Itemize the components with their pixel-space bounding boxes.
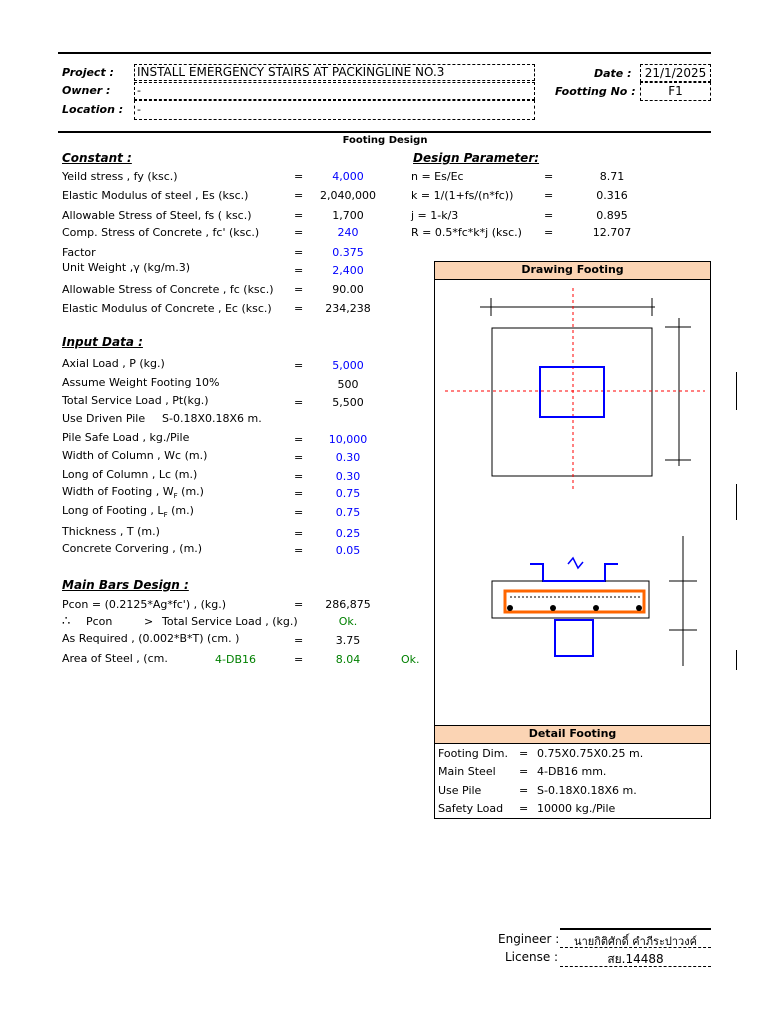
- input-label-text: Long of Column , Lc (m.): [62, 468, 198, 481]
- constant-label: Elastic Modulus of Concrete , Ec (ksc.): [62, 302, 272, 315]
- page-title: Footing Design: [342, 135, 428, 146]
- detail-label: Main Steel: [438, 765, 496, 778]
- constant-value: 90.00: [332, 283, 364, 296]
- input-eq: =: [294, 544, 304, 557]
- edge-mark: [736, 372, 737, 410]
- compare-operator: >: [144, 615, 154, 628]
- input-label-sub: F: [173, 492, 178, 501]
- compare-left: Pcon: [86, 615, 113, 628]
- date-value: 21/1/2025: [644, 66, 707, 80]
- header-bottom-rule: [58, 131, 711, 133]
- rebar-dot: [636, 605, 642, 611]
- input-label-suffix: (m.): [177, 485, 204, 498]
- input-label-text: Total Service Load , Pt(kg.): [62, 394, 209, 407]
- date-field[interactable]: [640, 64, 711, 82]
- as-required-eq: =: [294, 634, 304, 647]
- detail-label: Safety Load: [438, 802, 504, 815]
- constant-value: 234,238: [325, 302, 371, 315]
- constant-eq: =: [294, 226, 304, 239]
- constant-value: 2,400: [332, 264, 364, 277]
- input-label-suffix: (m.): [167, 504, 194, 517]
- design-parameter-eq: =: [544, 226, 554, 239]
- detail-value: 4-DB16 mm.: [537, 765, 607, 778]
- area-result: Ok.: [401, 653, 420, 666]
- pcon-label: Pcon = (0.2125*Ag*fc') , (kg.): [62, 598, 227, 611]
- area-eq: =: [294, 653, 304, 666]
- pile-section: [555, 620, 593, 656]
- input-value: 10,000: [328, 433, 368, 446]
- design-parameter-label: R = 0.5*fc*k*j (ksc.): [411, 226, 522, 239]
- input-eq: =: [294, 506, 304, 519]
- input-label-text: Width of Footing , W: [62, 485, 174, 498]
- input-label: [62, 504, 194, 519]
- footing-outline: [492, 328, 652, 476]
- constant-label: Factor: [62, 246, 96, 259]
- project-field[interactable]: [134, 64, 535, 81]
- detail-panel-title: Detail Footing: [435, 726, 710, 744]
- input-label-sub: F: [163, 511, 168, 520]
- input-value: 5,000: [332, 359, 364, 372]
- owner-value: -: [137, 84, 141, 97]
- detail-panel: [434, 725, 711, 819]
- constant-value: 240: [337, 226, 359, 239]
- column-plan: [540, 367, 604, 417]
- input-value: 5,500: [332, 396, 364, 409]
- location-value: -: [137, 103, 141, 116]
- constant-value: 4,000: [332, 170, 364, 183]
- input-label: [62, 449, 207, 462]
- input-value: S-0.18X0.18X6 m.: [162, 412, 262, 425]
- rebar-dot: [593, 605, 599, 611]
- constant-eq: =: [294, 264, 304, 277]
- constant-label: Unit Weight ,γ (kg/m.3): [62, 261, 191, 274]
- design-parameter-value: 0.895: [596, 209, 628, 222]
- engineer-value: นายกิติศักดิ์ คำภีระปาวงค์: [574, 935, 697, 948]
- as-required-label: As Required , (0.002*B*T) (cm. ): [62, 632, 240, 645]
- license-field: [560, 947, 711, 967]
- drawing-panel-title: Drawing Footing: [435, 262, 710, 280]
- constant-eq: =: [294, 302, 304, 315]
- detail-label: Use Pile: [438, 784, 482, 797]
- date-label: Date :: [594, 67, 632, 80]
- input-label-text: Pile Safe Load , kg./Pile: [62, 431, 190, 444]
- edge-mark: [736, 650, 737, 670]
- rebar-dot: [550, 605, 556, 611]
- input-value: 500: [337, 378, 359, 391]
- footing-no-field[interactable]: [640, 82, 711, 101]
- design-parameter-eq: =: [544, 189, 554, 202]
- input-value: 0.75: [335, 506, 361, 519]
- location-label: Location :: [62, 103, 124, 116]
- main-bars-heading: Main Bars Design :: [62, 578, 189, 592]
- input-label: [62, 468, 197, 481]
- constant-heading: Constant :: [62, 151, 132, 165]
- input-label: [62, 542, 202, 555]
- edge-mark: [736, 484, 737, 520]
- input-eq: =: [294, 359, 304, 372]
- constant-value: 2,040,000: [320, 189, 376, 202]
- input-eq: =: [294, 451, 304, 464]
- design-parameter-label: j = 1-k/3: [411, 209, 459, 222]
- input-label-text: Assume Weight Footing 10%: [62, 376, 220, 389]
- project-value: INSTALL EMERGENCY STAIRS AT PACKINGLINE NO.3: [137, 65, 445, 79]
- constant-value: 0.375: [332, 246, 364, 259]
- project-label: Project :: [62, 66, 114, 79]
- input-eq: =: [294, 487, 304, 500]
- constant-label: Elastic Modulus of steel , Es (ksc.): [62, 189, 249, 202]
- constant-label: Allowable Stress of Steel, fs ( ksc.): [62, 209, 252, 222]
- owner-field[interactable]: [134, 82, 535, 100]
- design-parameter-value: 12.707: [592, 226, 632, 239]
- license-label: License :: [505, 950, 559, 964]
- input-eq: =: [294, 470, 304, 483]
- constant-label: Yeild stress , fy (ksc.): [62, 170, 178, 183]
- input-label: [62, 357, 165, 370]
- design-parameter-eq: =: [544, 170, 554, 183]
- area-bars: 4-DB16: [215, 653, 256, 666]
- design-parameter-label: k = 1/(1+fs/(n*fc)): [411, 189, 514, 202]
- rebar-cage: [505, 591, 644, 612]
- license-value: สย.14488: [607, 952, 664, 966]
- input-label-text: Long of Footing , L: [62, 504, 164, 517]
- constant-label: Comp. Stress of Concrete , fc' (ksc.): [62, 226, 260, 239]
- rebar-dot: [507, 605, 513, 611]
- column-section-top: [530, 564, 618, 581]
- design-parameter-eq: =: [544, 209, 554, 222]
- input-value: 0.25: [335, 527, 361, 540]
- input-value: 0.30: [335, 470, 361, 483]
- design-parameter-value: 0.316: [596, 189, 628, 202]
- input-label-text: Use Driven Pile: [62, 412, 146, 425]
- constant-eq: =: [294, 189, 304, 202]
- input-label: [62, 376, 219, 389]
- detail-eq: =: [519, 747, 529, 760]
- detail-value: S-0.18X0.18X6 m.: [537, 784, 637, 797]
- detail-value: 10000 kg./Pile: [537, 802, 616, 815]
- detail-value: 0.75X0.75X0.25 m.: [537, 747, 644, 760]
- area-value: 8.04: [335, 653, 361, 666]
- plan-view: [480, 298, 691, 476]
- area-of-steel-label: Area of Steel , (cm.: [62, 652, 168, 665]
- input-data-heading: Input Data :: [62, 335, 143, 349]
- constant-eq: =: [294, 170, 304, 183]
- input-value: 0.75: [335, 487, 361, 500]
- compare-right: Total Service Load , (kg.): [162, 615, 298, 628]
- top-rule: [58, 52, 711, 54]
- input-label-text: Axial Load , P (kg.): [62, 357, 165, 370]
- input-label: [62, 525, 160, 538]
- engineer-label: Engineer :: [498, 932, 560, 946]
- drawing-panel: [434, 261, 711, 726]
- owner-label: Owner :: [62, 84, 111, 97]
- footing-no-value: F1: [668, 84, 683, 98]
- footing-no-label: Footting No :: [555, 85, 636, 98]
- constant-label: Allowable Stress of Concrete , fc (ksc.): [62, 283, 274, 296]
- location-field[interactable]: [134, 100, 535, 120]
- input-eq: =: [294, 433, 304, 446]
- design-parameter-heading: Design Parameter:: [413, 151, 540, 165]
- compare-result: Ok.: [338, 615, 358, 628]
- constant-eq: =: [294, 209, 304, 222]
- input-label-text: Concrete Corvering , (m.): [62, 542, 203, 555]
- constant-eq: =: [294, 283, 304, 296]
- input-label-text: Width of Column , Wc (m.): [62, 449, 208, 462]
- constant-value: 1,700: [332, 209, 364, 222]
- pcon-eq: =: [294, 598, 304, 611]
- detail-eq: =: [519, 765, 529, 778]
- input-eq: =: [294, 527, 304, 540]
- input-label: [62, 485, 204, 500]
- pcon-value: 286,875: [325, 598, 371, 611]
- therefore-symbol: ∴: [62, 614, 71, 629]
- input-eq: =: [294, 396, 304, 409]
- constant-eq: =: [294, 246, 304, 259]
- detail-label: Footing Dim.: [438, 747, 508, 760]
- input-label: [62, 394, 209, 407]
- input-value: 0.05: [335, 544, 361, 557]
- footing-drawing: [435, 280, 710, 725]
- input-value: 0.30: [335, 451, 361, 464]
- input-label: [62, 431, 189, 444]
- design-parameter-value: 8.71: [599, 170, 625, 183]
- engineer-rule: [560, 928, 711, 930]
- design-parameter-label: n = Es/Ec: [411, 170, 464, 183]
- detail-eq: =: [519, 784, 529, 797]
- as-required-value: 3.75: [335, 634, 361, 647]
- section-view: [492, 536, 697, 666]
- detail-eq: =: [519, 802, 529, 815]
- input-label: [62, 412, 145, 425]
- input-label-text: Thickness , T (m.): [62, 525, 160, 538]
